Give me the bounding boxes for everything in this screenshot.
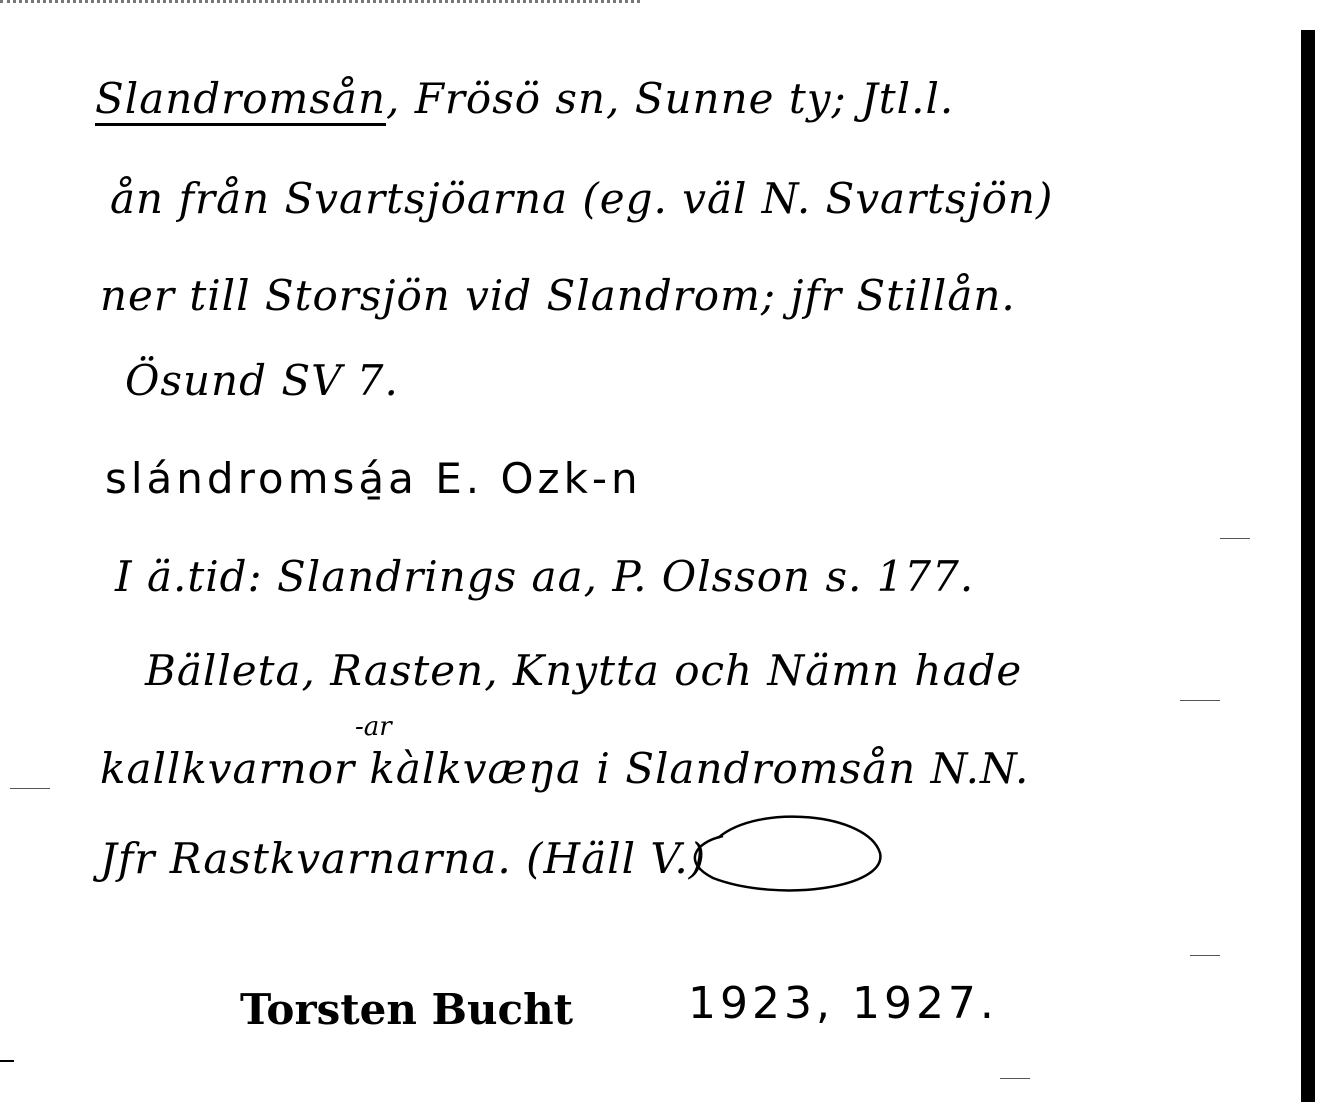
scan-speck (1190, 955, 1220, 956)
entry-location: , Frösö sn, Sunne ty; Jtl.l. (386, 74, 955, 123)
initials-circle (688, 808, 888, 900)
entry-line-9: Jfr Rastkvarnarna. (Häll V.) (100, 834, 707, 883)
interlinear-insertion: -ar (355, 712, 392, 742)
pronunciation-line: slándromsá̱a E. Ozk-n (105, 454, 642, 503)
entry-line-7: Bälleta, Rasten, Knytta och Nämn hade (145, 646, 1023, 695)
older-form-line: I ä.tid: Slandrings aa, P. Olsson s. 177. (115, 552, 975, 601)
scan-speck (1220, 538, 1250, 539)
entry-line-8: kallkvarnor kàlkvæŋa i Slandromsån N.N. (100, 744, 1030, 793)
collection-years: 1923, 1927. (688, 978, 998, 1029)
entry-line-2: ån från Svartsjöarna (eg. väl N. Svartsjön) (110, 174, 1054, 223)
card-right-edge (1301, 30, 1315, 1102)
scan-speck (1180, 700, 1220, 701)
collector-stamp: Torsten Bucht (240, 985, 574, 1034)
entry-line-4: Ösund SV 7. (125, 356, 399, 405)
headword: Slandromsån (95, 74, 387, 123)
entry-line-3: ner till Storsjön vid Slandrom; jfr Stillån. (100, 271, 1016, 320)
scan-speck (10, 788, 50, 789)
entry-line-1 (95, 74, 955, 123)
scan-speck (0, 1060, 14, 1062)
scan-speck (1000, 1078, 1030, 1079)
card-top-edge (0, 0, 640, 3)
